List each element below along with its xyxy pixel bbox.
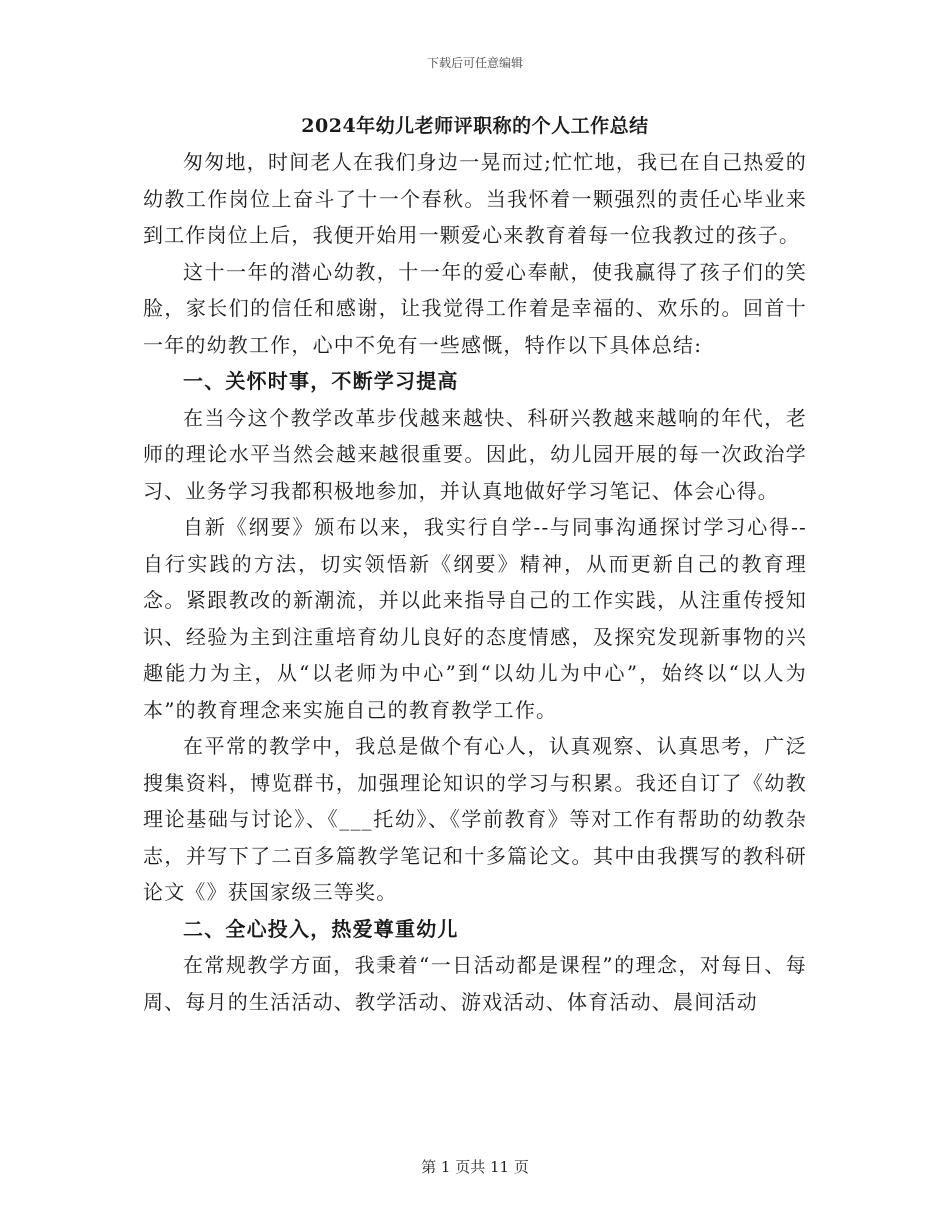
paragraph: 在常规教学方面，我秉着“一日活动都是课程”的理念，对每日、每周、每月的生活活动、教学活动、游戏活动、体育活动、晨间活动 <box>143 953 807 1014</box>
page-footer-number: 第 1 页共 11 页 <box>421 1158 529 1176</box>
paragraph: 自新《纲要》颁布以来，我实行自学--与同事沟通探讨学习心得--自行实践的方法，切实领悟新《纲要》精神，从而更新自己的教育理念。紧跟教改的新潮流，并以此来指导自己的工作实践，从注重传授知识、经验为主到注重培育幼儿良好的态度情感，及探究发现新事物的兴趣能力为主，从“以老师为中心”到“以幼儿为中心”，始终以“以人为本”的教育理念来实施自己的教育教学工作。 <box>143 515 807 722</box>
paragraph: 这十一年的潜心幼教，十一年的爱心奉献，使我赢得了孩子们的笑脸，家长们的信任和感谢，让我觉得工作着是幸福的、欢乐的。回首十一年的幼教工作，心中不免有一些感慨，特作以下具体总结: <box>143 259 807 357</box>
paragraph: 在当今这个教学改革步伐越来越快、科研兴教越来越响的年代，老师的理论水平当然会越来越很重要。因此，幼儿园开展的每一次政治学习、业务学习我都积极地参加，并认真地做好学习笔记、体会心得。 <box>143 405 807 503</box>
section-heading: 二、全心投入，热爱尊重幼儿 <box>183 916 459 941</box>
section-heading: 一、关怀时事，不断学习提高 <box>183 369 459 393</box>
document-title: 2024年幼儿老师评职称的个人工作总结 <box>301 115 649 137</box>
paragraph: 在平常的教学中，我总是做个有心人，认真观察、认真思考，广泛搜集资料，博览群书，加强理论知识的学习与积累。我还自订了《幼教理论基础与讨论》、《___托幼》、《学前教育》等对工作有帮助的幼教杂志，并写下了二百多篇教学笔记和十多篇论文。其中由我撰写的教科研论文《》获国家级三等奖。 <box>143 734 807 904</box>
paragraph: 匆匆地，时间老人在我们身边一晃而过;忙忙地，我已在自己热爱的幼教工作岗位上奋斗了十一个春秋。当我怀着一颗强烈的责任心毕业来到工作岗位上后，我便开始用一颗爱心来教育着每一位我教过的孩子。 <box>143 150 807 247</box>
page-header-note: 下载后可任意编辑 <box>426 56 523 70</box>
document-body <box>143 108 807 1020</box>
